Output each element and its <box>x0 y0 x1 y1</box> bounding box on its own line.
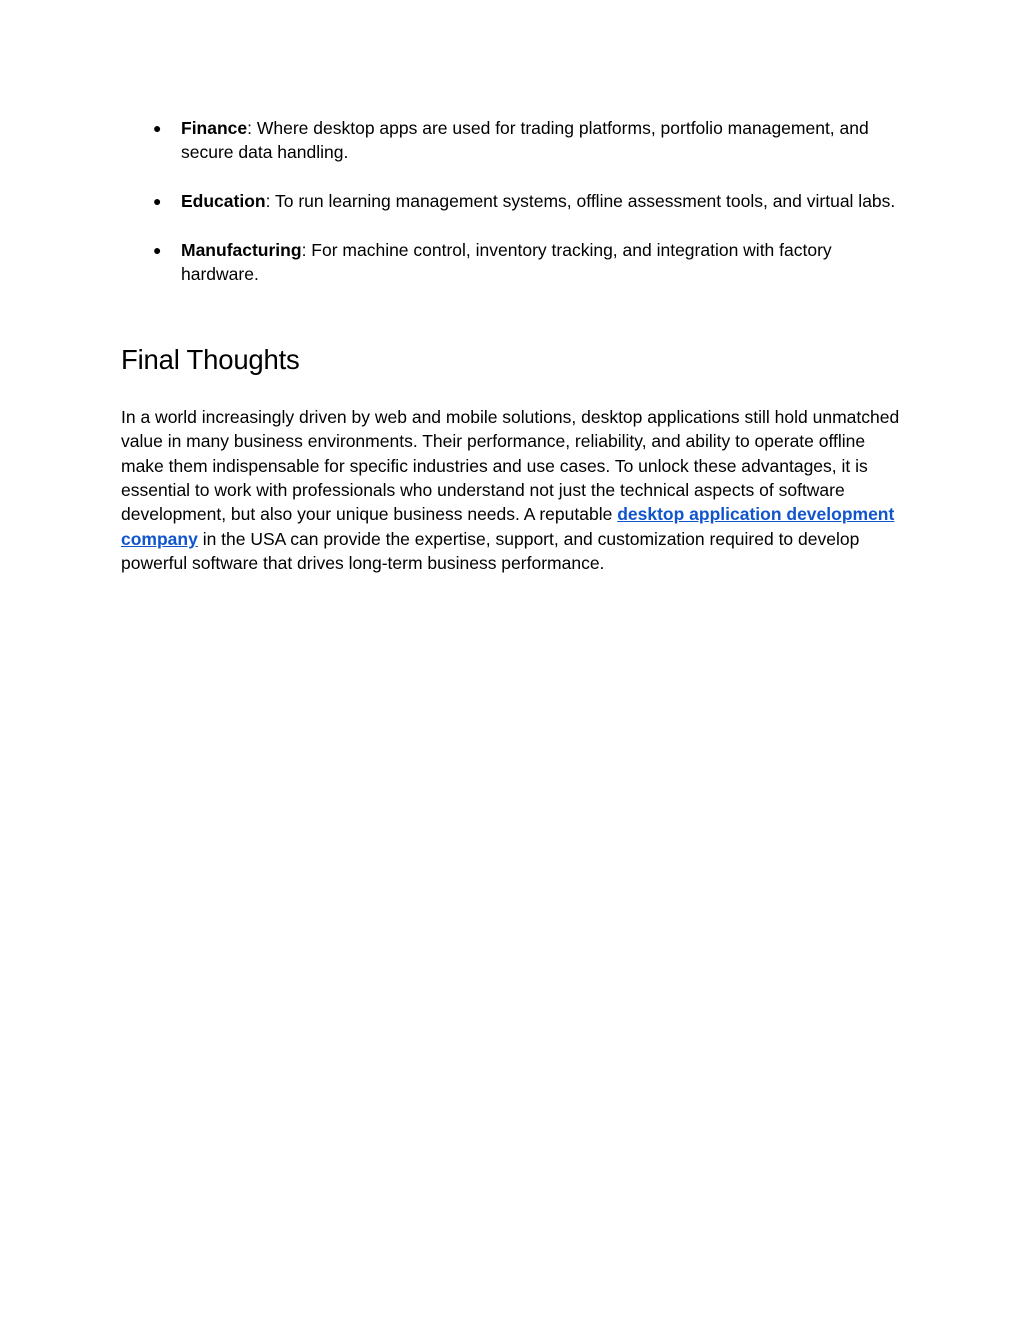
body-paragraph <box>121 405 911 576</box>
bullet-text: : Where desktop apps are used for trading platforms, portfolio management, and secure data handling. <box>181 118 869 163</box>
list-item <box>121 116 911 165</box>
bullet-text: : To run learning management systems, offline assessment tools, and virtual labs. <box>265 191 896 212</box>
industry-bullet-list <box>121 116 911 287</box>
bullet-text: : For machine control, inventory tracking, and integration with factory hardware. <box>181 240 832 285</box>
bullet-icon: ● <box>153 242 162 258</box>
bullet-icon: ● <box>153 193 162 210</box>
paragraph-text-before-link: In a world increasingly driven by web and mobile solutions, desktop applications still hold unmatched value in many business environments. Their performance, reliability, and ability to operate offline make them indispensable for specific industries and use cases. To unlock these advantages, it is essential to work with professionals who understand not just the technical aspects of software development, but also your unique business needs. A reputable <box>121 406 900 525</box>
list-item <box>121 189 911 213</box>
bullet-term: Manufacturing <box>181 240 302 260</box>
bullet-term: Finance <box>181 118 248 138</box>
paragraph-text-after-link: in the USA can provide the expertise, support, and customization required to develop powerful software that drives long-term business performance. <box>121 528 860 574</box>
desktop-app-dev-company-link[interactable]: desktop application development company <box>121 504 895 549</box>
list-item <box>121 238 911 287</box>
section-heading: Final Thoughts <box>121 343 300 375</box>
bullet-term: Education <box>181 191 266 212</box>
bullet-icon: ● <box>153 120 162 136</box>
document-page <box>121 116 911 576</box>
